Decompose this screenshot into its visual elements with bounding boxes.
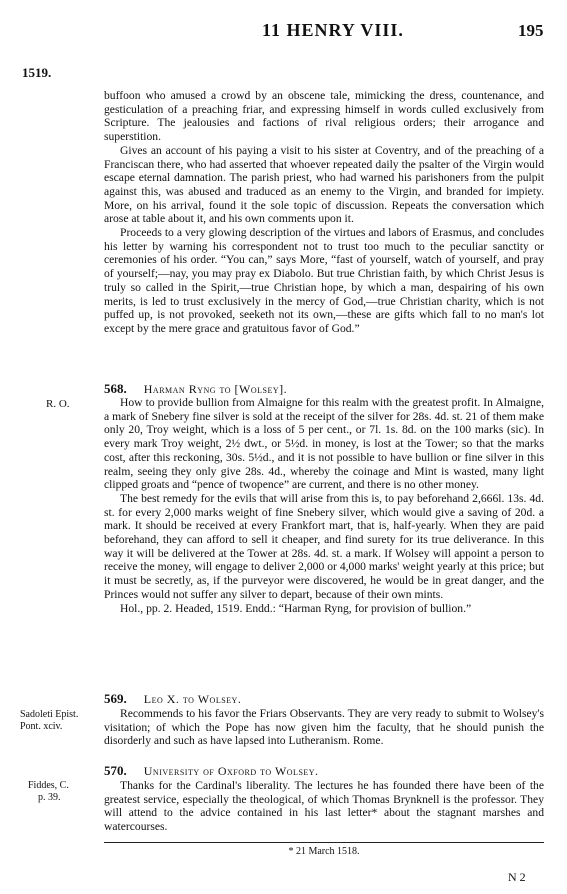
entry-title: Harman Ryng to [Wolsey]. bbox=[143, 382, 288, 396]
entry-569-heading bbox=[104, 691, 544, 707]
continuation-text bbox=[104, 89, 544, 336]
entry-title: Leo X. to Wolsey. bbox=[143, 692, 242, 706]
margin-source-line: Pont. xciv. bbox=[20, 721, 63, 732]
signature-mark: N 2 bbox=[508, 870, 526, 884]
margin-source-line: Sadoleti Epist. bbox=[20, 709, 79, 720]
entry-paragraph: Recommends to his favor the Friars Observants. They are very ready to submit to Wolsey's visitation; of which the Pope has now given him the faculty, that he should punish the disorderly and such as have lapsed into Lutheranism. Rome. bbox=[104, 707, 544, 748]
entry-568-body bbox=[104, 396, 544, 615]
margin-source-569 bbox=[20, 709, 78, 733]
entry-paragraph: How to provide bullion from Almaigne for this realm with the greatest profit. In Almaigne, a mark of Snebery fine silver is sold at the receipt of the silver for 28s. 4d. st. 21 of them make only 20, Troy weight, which is a loss of 5 per cent., or 7l. 1s. 8d. on the 100 marks (sic). In every mark Troy weight, 2½ dwt., or 5½d. in money, is lost at the Tower; so that the marks cost, after this reckoning, 30s. 5½d., and it is not possible to have bullion or fine silver in this realm, seeing they only give 28s. 4d., whereby the coinage and Mint is wasted, many light clipped groats and “pence of twopence” are current, and there is no other money. bbox=[104, 396, 544, 492]
entry-number: 568. bbox=[104, 381, 127, 396]
footnote-rule bbox=[104, 842, 544, 843]
running-title: 11 HENRY VIII. bbox=[262, 20, 404, 40]
entry-title: University of Oxford to Wolsey. bbox=[143, 764, 319, 778]
margin-source-line: Fiddes, C. bbox=[28, 780, 69, 791]
entry-note: Hol., pp. 2. Headed, 1519. Endd.: “Harman Ryng, for provision of bullion.” bbox=[120, 601, 472, 615]
continuation-paragraph: Gives an account of his paying a visit to his sister at Coventry, and of the preaching of a Franciscan there, who had asserted that whoever repeated daily the psalter of the Virgin would escape eternal damnation. The parish priest, who had warned his parishoners from the pulpit against this, was abused and traduced as an enemy to the Virgin, and branded for impiety. More, on his arrival, found it the sole topic of discussion. Repeats the conversation which arose at table about it, and his own comments upon it. bbox=[104, 143, 544, 226]
footnote: * 21 March 1518. bbox=[288, 846, 360, 857]
margin-source-568: R. O. bbox=[46, 398, 70, 410]
margin-source-line: p. 39. bbox=[38, 792, 61, 803]
page-header bbox=[0, 20, 567, 44]
entry-570-body bbox=[104, 779, 544, 834]
entry-570-heading bbox=[104, 763, 544, 779]
margin-year: 1519. bbox=[22, 65, 52, 80]
entry-number: 570. bbox=[104, 763, 127, 778]
margin-source-570 bbox=[28, 780, 69, 804]
entry-paragraph: Thanks for the Cardinal's liberality. The lectures he has founded there have been of the greatest service, especially the theological, of which Thomas Brynknell is the professor. They will attend to the advice contained in his last letter* about the stagnant marshes and watercourses. bbox=[104, 779, 544, 834]
entry-paragraph: The best remedy for the evils that will arise from this is, to pay beforehand 2,666l. 13s. 4d. st. for every 2,000 marks weight of fine Snebery silver, which would give a saving of 20d. a mark. It should be received at every Frankfort mart, that is, half-yearly. When they are paid beforehand, they can afford to sell it cheaper, and find surety for its true deliverance. In this way it will be delivered at the Tower at 28s. 4d. st. a mark. If Wolsey will appoint a person to receive the money, will engage to deliver 2,000 or 4,000 marks' weight yearly at this price; but it must be secretly, as, if the purveyor were discovered, he would be in great danger, and the Princes would not suffer any silver to depart, because of their own mints. bbox=[104, 491, 544, 601]
continuation-paragraph: Proceeds to a very glowing description of the virtues and labors of Erasmus, and concludes his letter by warning his correspondent not to trust too much to the peculiar sanctity or ceremonies of his order. “You can,” says More, “fast of yourself, watch of yourself, and pray of yourself;—nay, you may pray ex Diabolo. But true Christian faith, by which Christ Jesus is truly so called in the Spirit,—true Christian hope, by which a man, despairing of his own merits, is led to trust exclusively in the mercy of God,—true Christian charity, which is not puffed up, is not provoked, seeketh not its own,—these are gifts which fall to no man's lot except by the mere grace and gratuitous favor of God.” bbox=[104, 226, 544, 335]
entry-number: 569. bbox=[104, 691, 127, 706]
continuation-paragraph: buffoon who amused a crowd by an obscene tale, mimicking the dress, countenance, and gesticulation of a preaching friar, and expressing himself in words culled exclusively from Scripture. The jealousies and factions of rival religious orders; their arrogance and superstition. bbox=[104, 89, 544, 144]
page-number: 195 bbox=[518, 21, 544, 40]
entry-568-heading bbox=[104, 381, 544, 397]
entry-569-body bbox=[104, 707, 544, 748]
